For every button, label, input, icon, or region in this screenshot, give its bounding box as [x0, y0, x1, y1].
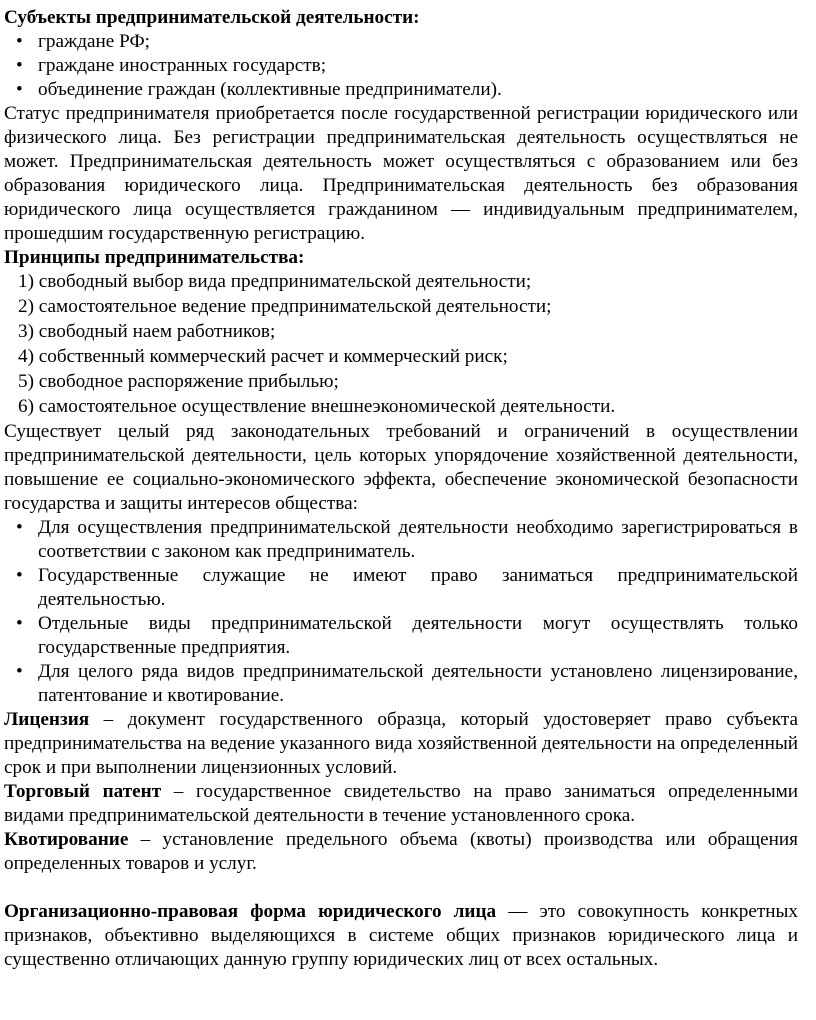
list-item: • граждане иностранных государств; [16, 55, 327, 76]
subjects-title: Субъекты предпринимательской деятельности: [4, 7, 420, 28]
restrictions-list [4, 516, 798, 708]
principles-list [4, 270, 798, 419]
bullet-icon: • [16, 517, 23, 538]
definition-license: Лицензия – документ государственного образца, который удостоверяет право субъекта предпринимательства на ведение указанного вида хозяйственной деятельности на определенный срок и при выполнении лицензионных условий. [4, 709, 799, 778]
bullet-icon: • [16, 55, 23, 76]
bullet-icon: • [16, 661, 23, 682]
status-paragraph: Статус предпринимателя приобретается после государственной регистрации юридического или физического лица. Без регистрации предпринимательская деятельность осуществляться не может. Предпринимательская деятельность может осуществляться с образованием или без образования юридического лица. Предпринимательская деятельность без образования юридического лица осуществляется гражданином — индивидуальным предпринимателем, прошедшим государственную регистрацию. [4, 103, 798, 244]
list-item: 1) свободный выбор вида предпринимательской деятельности; [18, 271, 532, 292]
definition-patent: Торговый патент – государственное свидетельство на право заниматься определенными видами предпринимательской деятельности в течение установленного срока. [4, 781, 798, 826]
list-item: 4) собственный коммерческий расчет и коммерческий риск; [18, 346, 508, 367]
definition-org-form: Организационно-правовая форма юридического лица — это совокупность конкретных признаков, объективно выделяющихся в системе общих признаков юридического лица и существенно отличающих данную группу юридических лиц от всех остальных. [4, 901, 798, 970]
bullet-icon: • [16, 613, 23, 634]
definition-term: Лицензия [4, 709, 90, 730]
list-item: 5) свободное распоряжение прибылью; [18, 371, 339, 392]
definition-term: Квотирование [4, 829, 129, 850]
definition-quota: Квотирование – установление предельного объема (квоты) производства или обращения определенных товаров и услуг. [4, 829, 798, 874]
list-item: 6) самостоятельное осуществление внешнеэкономической деятельности. [18, 396, 616, 417]
definition-term: Торговый патент [4, 781, 162, 802]
bullet-icon: • [16, 565, 23, 586]
list-item: • Отдельные виды предпринимательской деятельности могут осуществлять только государственные предприятия. [16, 613, 798, 658]
bullet-icon: • [16, 31, 23, 52]
list-item: 2) самостоятельное ведение предпринимательской деятельности; [18, 296, 552, 317]
list-item: • Для целого ряда видов предпринимательской деятельности установлено лицензирование, патентование и квотирование. [16, 661, 798, 706]
list-item: • объединение граждан (коллективные предприниматели). [16, 79, 502, 100]
bullet-icon: • [16, 79, 23, 100]
subjects-list [4, 30, 798, 102]
list-item: • граждане РФ; [16, 31, 150, 52]
list-item: 3) свободный наем работников; [18, 321, 276, 342]
restrictions-paragraph: Существует целый ряд законодательных требований и ограничений в осуществлении предпринимательской деятельности, цель которых упорядочение хозяйственной деятельности, повышение ее социально-экономического эффекта, обеспечение экономической безопасности государства и защиты интересов общества: [4, 421, 798, 514]
definition-term: Организационно-правовая форма юридического лица [4, 901, 497, 922]
list-item: • Для осуществления предпринимательской деятельности необходимо зарегистрироваться в соответствии с законом как предприниматель. [16, 517, 798, 562]
principles-title: Принципы предпринимательства: [4, 247, 305, 268]
list-item: • Государственные служащие не имеют право заниматься предпринимательской деятельностью. [16, 565, 798, 610]
spacer [4, 876, 798, 900]
